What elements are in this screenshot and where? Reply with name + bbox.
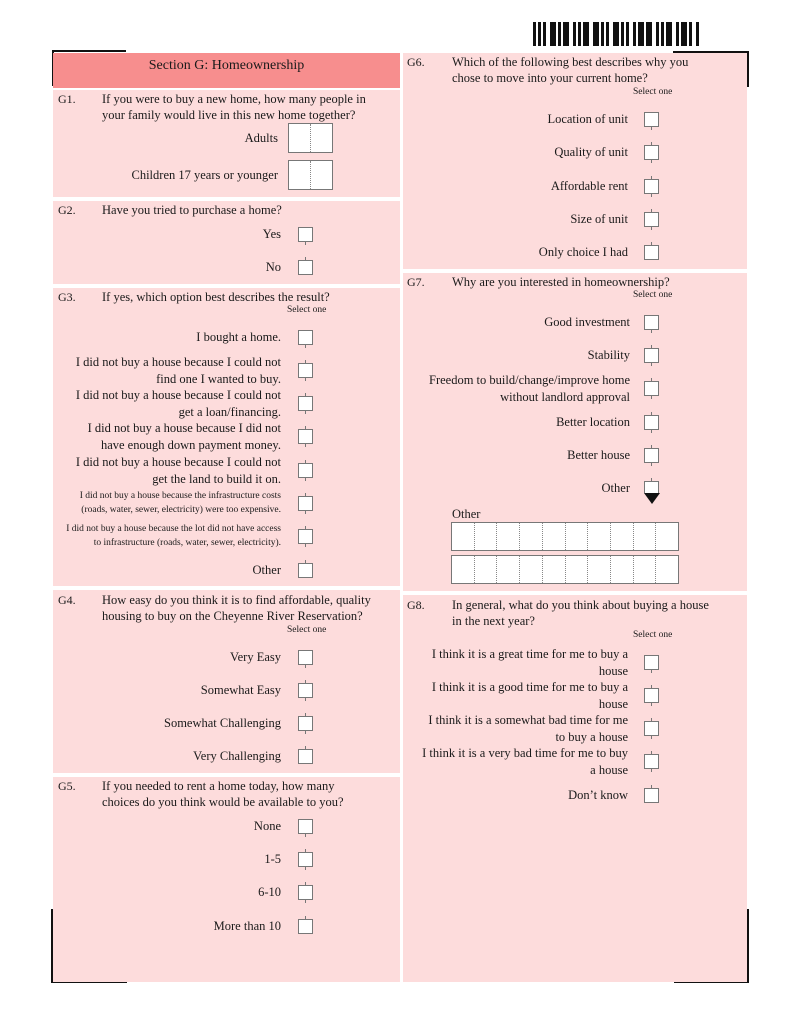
g3-option-text-line2: have enough down payment money. — [100, 437, 281, 452]
g2-option-checkbox[interactable] — [298, 227, 313, 242]
g7-number: G7. — [407, 275, 425, 289]
g5-question-line1: If you needed to rent a home today, how many — [102, 779, 335, 793]
barcode-bar — [666, 22, 672, 46]
barcode-bar — [583, 22, 589, 46]
g4-number: G4. — [58, 593, 76, 607]
g8-option-text: Don’t know — [568, 788, 628, 802]
g3-option-text: Other — [252, 563, 281, 577]
g4-option-text: Somewhat Easy — [200, 683, 281, 697]
g3-option-text-line2: find one I wanted to buy. — [156, 371, 281, 386]
g4-option-label — [0, 748, 281, 765]
g6-option-label — [288, 244, 628, 261]
g2-option-text: Yes — [262, 227, 281, 241]
g5-option-checkbox[interactable] — [298, 885, 313, 900]
g2-number: G2. — [58, 203, 76, 217]
g3-option-checkbox[interactable] — [298, 330, 313, 345]
g1-children-label: Children 17 years or younger — [131, 168, 278, 182]
g3-option-checkbox[interactable] — [298, 529, 313, 544]
g2-option-text: No — [265, 260, 281, 274]
g7-other-label: Other — [452, 507, 481, 521]
g3-option-text: I did not buy a house because the infrastructure costs — [79, 491, 281, 501]
barcode-bar — [696, 22, 699, 46]
g3-option-label — [0, 420, 281, 453]
g5-option-label — [0, 851, 281, 868]
g3-option-label — [0, 329, 281, 346]
barcode-bar — [689, 22, 692, 46]
g3-option-label — [0, 562, 281, 579]
g5-option-text: 6-10 — [258, 885, 281, 899]
g3-option-label — [0, 354, 281, 387]
g1-question-line1: If you were to buy a new home, how many people in — [102, 92, 366, 106]
g3-option-text: I did not buy a house because I did not — [87, 421, 281, 435]
g8-option-text-line2: a house — [590, 762, 628, 777]
barcode-bar — [621, 22, 624, 46]
g6-number: G6. — [407, 55, 425, 69]
g6-option-checkbox[interactable] — [644, 112, 659, 127]
barcode-bar — [633, 22, 636, 46]
g6-option-checkbox[interactable] — [644, 212, 659, 227]
g3-option-text-line2: to infrastructure (roads, water, sewer, electricity). — [93, 538, 281, 548]
g4-option-label — [0, 715, 281, 732]
barcode-bar — [578, 22, 581, 46]
g3-option-label — [0, 522, 281, 550]
g8-option-checkbox[interactable] — [644, 788, 659, 803]
g3-option-checkbox[interactable] — [298, 563, 313, 578]
g7-option-text: Better location — [556, 415, 630, 429]
g5-option-checkbox[interactable] — [298, 852, 313, 867]
g5-option-checkbox[interactable] — [298, 819, 313, 834]
barcode-bar — [558, 22, 561, 46]
g1-adults-label: Adults — [244, 131, 278, 145]
g2-option-label — [0, 259, 281, 276]
g3-option-text-line2: get a loan/financing. — [178, 404, 281, 419]
g4-option-text: Very Easy — [229, 650, 281, 664]
barcode-bar — [606, 22, 609, 46]
g8-option-checkbox[interactable] — [644, 688, 659, 703]
g8-question-line2: in the next year? — [452, 614, 535, 628]
g8-option-text-line2: to buy a house — [555, 729, 628, 744]
g8-question-line1: In general, what do you think about buying a house — [452, 598, 709, 612]
barcode — [533, 22, 701, 46]
g7-option-label — [290, 372, 630, 405]
g5-option-text: 1-5 — [264, 852, 281, 866]
barcode-bar — [601, 22, 604, 46]
g7-option-text: Better house — [567, 448, 630, 462]
g6-option-label — [288, 111, 628, 128]
g7-option-text: Good investment — [544, 315, 630, 329]
g8-option-checkbox[interactable] — [644, 655, 659, 670]
g6-option-text: Location of unit — [547, 112, 628, 126]
g7-option-text: Freedom to build/change/improve home — [429, 373, 630, 387]
g4-select-one: Select one — [287, 625, 327, 635]
g7-select-one: Select one — [633, 290, 673, 300]
g5-number: G5. — [58, 779, 76, 793]
g1-number: G1. — [58, 92, 76, 106]
barcode-bar — [661, 22, 664, 46]
g7-other-input-row1[interactable] — [451, 522, 679, 551]
g4-question-line1: How easy do you think it is to find affordable, quality — [102, 593, 371, 607]
g6-option-checkbox[interactable] — [644, 179, 659, 194]
g7-option-label — [290, 314, 630, 331]
barcode-bar — [613, 22, 619, 46]
g3-option-text: I bought a home. — [196, 330, 281, 344]
g6-option-text: Only choice I had — [538, 245, 628, 259]
g3-option-text: I did not buy a house because I could not — [75, 355, 281, 369]
barcode-bar — [656, 22, 659, 46]
g7-option-text-line2: without landlord approval — [500, 389, 630, 404]
g7-option-checkbox[interactable] — [644, 348, 659, 363]
g2-question: Have you tried to purchase a home? — [102, 203, 282, 217]
barcode-bar — [638, 22, 644, 46]
g7-option-label — [290, 480, 630, 497]
g6-option-label — [288, 144, 628, 161]
barcode-bar — [563, 22, 569, 46]
g5-option-text: More than 10 — [213, 919, 281, 933]
g7-option-label — [290, 447, 630, 464]
skip-arrow-icon — [644, 493, 660, 504]
g4-option-text: Somewhat Challenging — [164, 716, 281, 730]
g8-option-text-line2: house — [598, 696, 628, 711]
g6-option-label — [288, 178, 628, 195]
g6-option-text: Size of unit — [570, 212, 628, 226]
g4-option-label — [0, 682, 281, 699]
barcode-bar — [533, 22, 536, 46]
g7-option-checkbox[interactable] — [644, 448, 659, 463]
g7-option-checkbox[interactable] — [644, 381, 659, 396]
g8-option-checkbox[interactable] — [644, 721, 659, 736]
barcode-bar — [676, 22, 679, 46]
g3-select-one: Select one — [287, 305, 327, 315]
g4-question-line2: housing to buy on the Cheyenne River Reservation? — [102, 609, 363, 623]
barcode-bar — [646, 22, 652, 46]
g3-option-checkbox[interactable] — [298, 496, 313, 511]
g6-option-text: Quality of unit — [554, 145, 628, 159]
g5-option-text: None — [253, 819, 281, 833]
barcode-bar — [538, 22, 541, 46]
g8-number: G8. — [407, 598, 425, 612]
barcode-bar — [593, 22, 599, 46]
g3-option-text-line2: (roads, water, sewer, electricity) were too expensive. — [81, 505, 281, 515]
g7-option-text: Other — [601, 481, 630, 495]
g8-option-label — [288, 745, 628, 778]
g6-option-label — [288, 211, 628, 228]
barcode-bar — [543, 22, 546, 46]
g6-option-checkbox[interactable] — [644, 145, 659, 160]
g6-question-line1: Which of the following best describes why you — [452, 55, 689, 69]
g7-question: Why are you interested in homeownership? — [452, 275, 670, 289]
g6-select-one: Select one — [633, 87, 673, 97]
g8-option-label — [288, 712, 628, 745]
g3-option-checkbox[interactable] — [298, 463, 313, 478]
g8-option-text-line2: house — [598, 663, 628, 678]
barcode-bar — [681, 22, 687, 46]
g5-question-line2: choices do you think would be available to you? — [102, 795, 344, 809]
g3-option-text-line2: get the land to build it on. — [152, 471, 281, 486]
section-title: Section G: Homeownership — [53, 53, 400, 88]
g3-option-label — [0, 489, 281, 517]
g8-option-text: I think it is a good time for me to buy a — [431, 680, 628, 694]
g4-option-label — [0, 649, 281, 666]
g6-question-line2: chose to move into your current home? — [452, 71, 648, 85]
g7-option-checkbox[interactable] — [644, 415, 659, 430]
g7-option-checkbox[interactable] — [644, 315, 659, 330]
g8-option-text: I think it is a great time for me to buy a — [431, 647, 628, 661]
g6-option-checkbox[interactable] — [644, 245, 659, 260]
g3-option-label — [0, 387, 281, 420]
g3-option-text: I did not buy a house because I could not — [75, 388, 281, 402]
g3-option-label — [0, 454, 281, 487]
g2-option-checkbox[interactable] — [298, 260, 313, 275]
g5-option-label — [0, 818, 281, 835]
g8-option-text: I think it is a somewhat bad time for me — [428, 713, 628, 727]
g3-number: G3. — [58, 290, 76, 304]
barcode-bar — [550, 22, 556, 46]
g7-option-label — [290, 347, 630, 364]
g3-option-checkbox[interactable] — [298, 429, 313, 444]
g7-option-label — [290, 414, 630, 431]
g1-question-line2: your family would live in this new home together? — [102, 108, 356, 122]
g7-option-checkbox[interactable] — [644, 481, 659, 493]
g5-option-label — [0, 918, 281, 935]
g4-option-text: Very Challenging — [193, 749, 281, 763]
g3-option-text: I did not buy a house because I could not — [75, 455, 281, 469]
g3-option-text: I did not buy a house because the lot did not have access — [66, 524, 281, 534]
g8-option-label — [288, 679, 628, 712]
g5-option-checkbox[interactable] — [298, 919, 313, 934]
g7-other-input-row2[interactable] — [451, 555, 679, 584]
barcode-bar — [573, 22, 576, 46]
g6-option-text: Affordable rent — [550, 179, 628, 193]
g8-option-text: I think it is a very bad time for me to buy — [422, 746, 628, 760]
g3-question: If yes, which option best describes the result? — [102, 290, 330, 304]
g8-select-one: Select one — [633, 630, 673, 640]
g8-option-checkbox[interactable] — [644, 754, 659, 769]
barcode-bar — [626, 22, 629, 46]
g5-option-label — [0, 884, 281, 901]
g8-option-label — [288, 646, 628, 679]
g8-option-label — [288, 787, 628, 804]
g7-option-text: Stability — [587, 348, 630, 362]
g2-option-label — [0, 226, 281, 243]
